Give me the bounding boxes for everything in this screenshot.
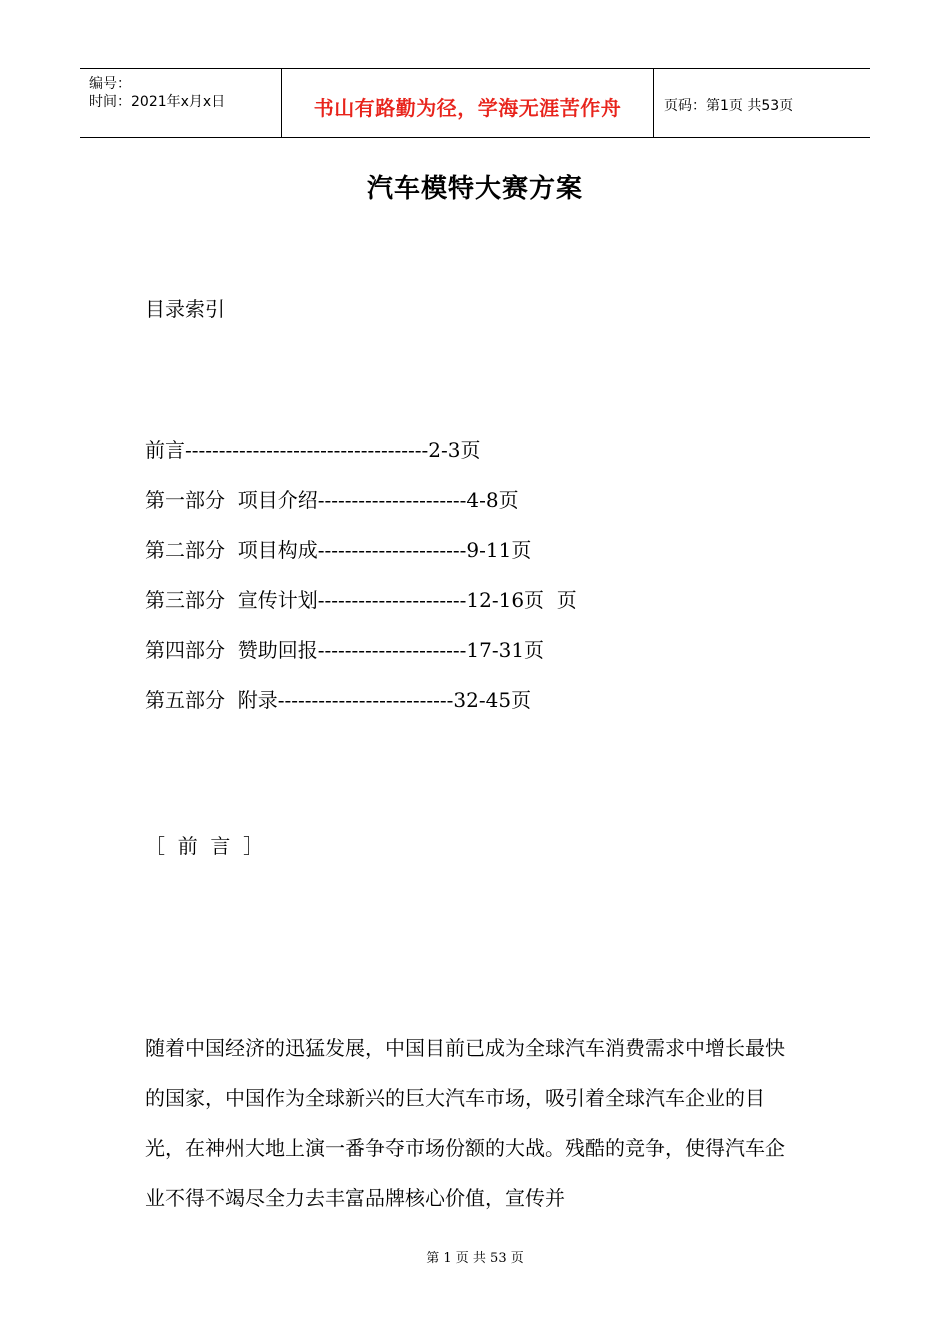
document-time-label: 时间：2021年x月x日 (89, 94, 226, 110)
toc-item: 第二部分 项目构成----------------------9-11页 (145, 538, 532, 562)
toc-item: 前言------------------------------------2-3页 (145, 438, 481, 462)
foreword-paragraph: 随着中国经济的迅猛发展，中国目前已成为全球汽车消费需求中增长最快的国家，中国作为全球新兴的巨大汽车市场，吸引着全球汽车企业的目光，在神州大地上演一番争夺市场份额的大战。残酷的竞争，使得汽车企业不得不竭尽全力去丰富品牌核心价值，宣传并 (145, 1036, 785, 1210)
document-number-label: 编号： (89, 76, 131, 92)
header-page-cell (654, 69, 870, 137)
page-header (80, 68, 870, 138)
header-meta-cell (80, 69, 282, 137)
page-footer: 第 1 页 共 53 页 (426, 1251, 524, 1266)
toc-item: 第五部分 附录--------------------------32-45页 (145, 688, 532, 712)
toc-heading: 目录索引 (145, 297, 225, 321)
toc-item: 第一部分 项目介绍----------------------4-8页 (145, 488, 519, 512)
header-motto-cell (282, 69, 654, 137)
header-motto: 书山有路勤为径，学海无涯苦作舟 (313, 96, 622, 120)
document-title: 汽车模特大赛方案 (366, 174, 583, 204)
table-of-contents (145, 437, 577, 737)
toc-item: 第四部分 赞助回报----------------------17-31页 (145, 638, 545, 662)
toc-item: 第三部分 宣传计划----------------------12-16页 页 (145, 588, 577, 612)
foreword-heading: ［ 前 言 ］ (145, 834, 264, 858)
header-page-info: 页码：第1页 共53页 (664, 98, 794, 114)
